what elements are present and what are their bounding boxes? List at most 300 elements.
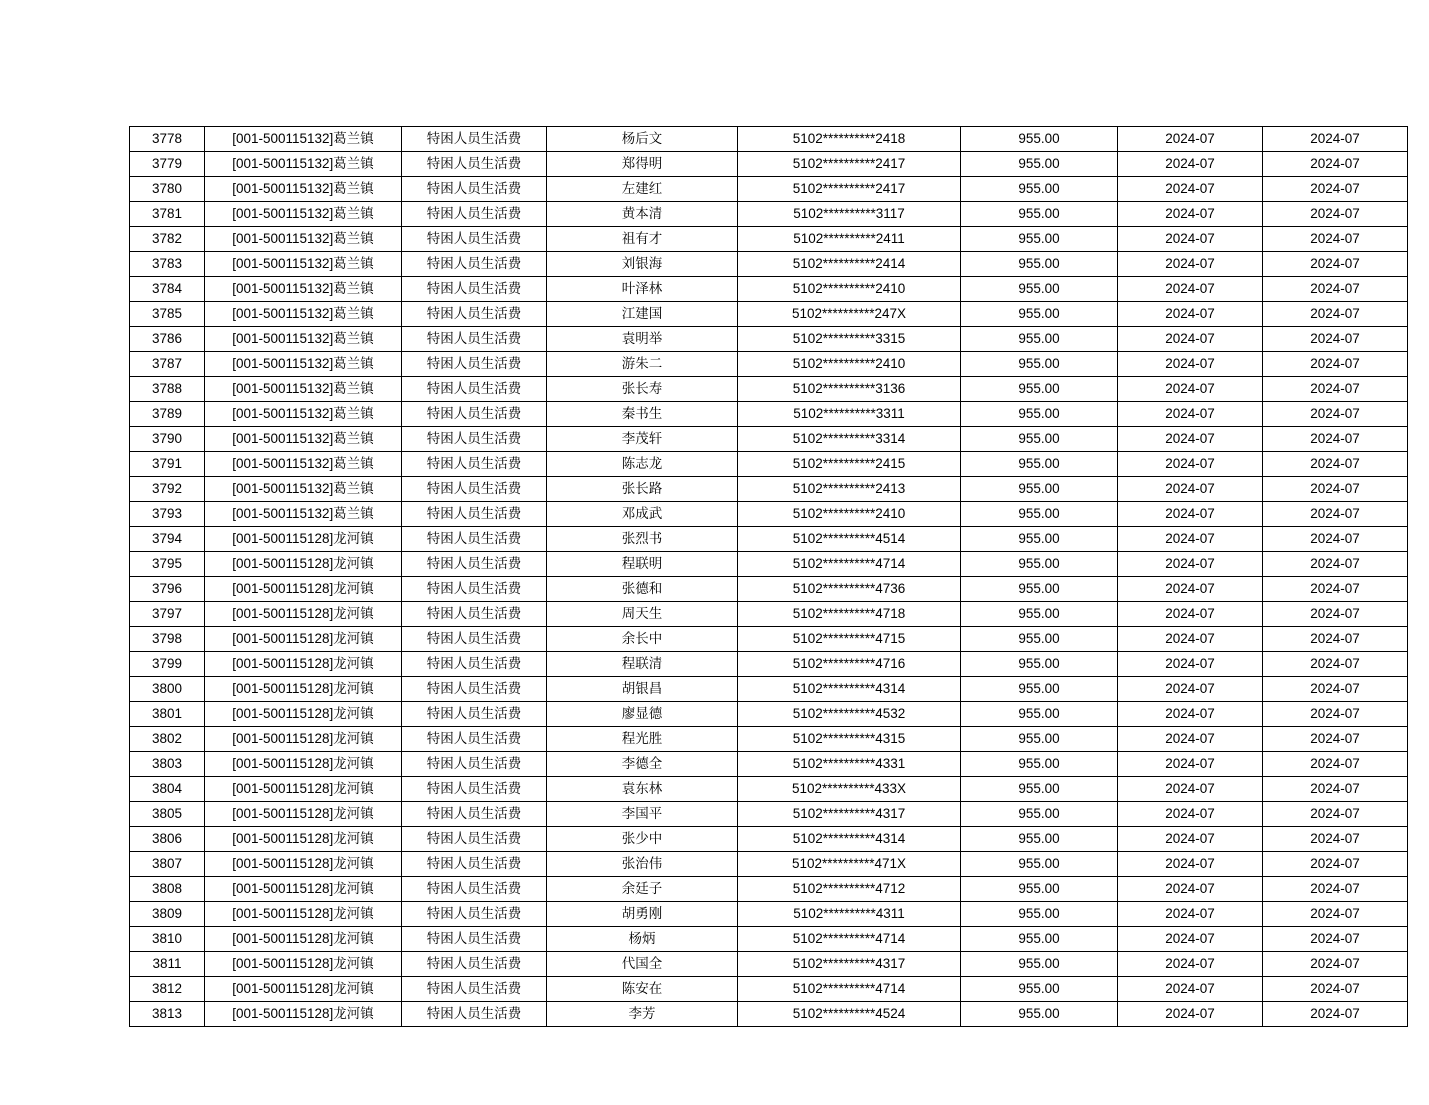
table-row [130, 352, 1408, 377]
cell-id-number: 5102**********4317 [738, 802, 961, 827]
table-row [130, 702, 1408, 727]
cell-amount: 955.00 [961, 177, 1118, 202]
cell-amount: 955.00 [961, 277, 1118, 302]
cell-sequence: 3807 [130, 852, 205, 877]
cell-item: 特困人员生活费 [402, 302, 547, 327]
cell-month: 2024-07 [1118, 602, 1263, 627]
table-row [130, 627, 1408, 652]
cell-id-number: 5102**********4736 [738, 577, 961, 602]
cell-sequence: 3799 [130, 652, 205, 677]
table-row [130, 752, 1408, 777]
cell-town: [001-500115128]龙河镇 [205, 802, 402, 827]
cell-id-number: 5102**********4514 [738, 527, 961, 552]
cell-pay-date: 2024-07 [1263, 152, 1408, 177]
cell-id-number: 5102**********4718 [738, 602, 961, 627]
cell-town: [001-500115128]龙河镇 [205, 627, 402, 652]
cell-town: [001-500115132]葛兰镇 [205, 177, 402, 202]
cell-id-number: 5102**********4311 [738, 902, 961, 927]
cell-name: 周天生 [547, 602, 738, 627]
table-row [130, 252, 1408, 277]
cell-amount: 955.00 [961, 827, 1118, 852]
cell-name: 邓成武 [547, 502, 738, 527]
cell-amount: 955.00 [961, 602, 1118, 627]
table-row [130, 277, 1408, 302]
table-row [130, 127, 1408, 152]
cell-month: 2024-07 [1118, 427, 1263, 452]
cell-amount: 955.00 [961, 352, 1118, 377]
cell-pay-date: 2024-07 [1263, 227, 1408, 252]
cell-town: [001-500115132]葛兰镇 [205, 427, 402, 452]
cell-amount: 955.00 [961, 302, 1118, 327]
cell-name: 陈安在 [547, 977, 738, 1002]
cell-pay-date: 2024-07 [1263, 427, 1408, 452]
cell-name: 杨炳 [547, 927, 738, 952]
cell-month: 2024-07 [1118, 152, 1263, 177]
table-row [130, 652, 1408, 677]
cell-item: 特困人员生活费 [402, 852, 547, 877]
cell-sequence: 3805 [130, 802, 205, 827]
cell-id-number: 5102**********4331 [738, 752, 961, 777]
cell-item: 特困人员生活费 [402, 977, 547, 1002]
cell-id-number: 5102**********4716 [738, 652, 961, 677]
cell-item: 特困人员生活费 [402, 802, 547, 827]
cell-sequence: 3789 [130, 402, 205, 427]
cell-name: 程联明 [547, 552, 738, 577]
cell-id-number: 5102**********4532 [738, 702, 961, 727]
cell-id-number: 5102**********3117 [738, 202, 961, 227]
cell-pay-date: 2024-07 [1263, 877, 1408, 902]
cell-id-number: 5102**********3314 [738, 427, 961, 452]
cell-name: 李国平 [547, 802, 738, 827]
cell-item: 特困人员生活费 [402, 752, 547, 777]
beneficiary-table [129, 126, 1408, 1027]
cell-name: 张烈书 [547, 527, 738, 552]
cell-sequence: 3796 [130, 577, 205, 602]
cell-name: 李茂轩 [547, 427, 738, 452]
cell-amount: 955.00 [961, 427, 1118, 452]
cell-pay-date: 2024-07 [1263, 577, 1408, 602]
cell-name: 张德和 [547, 577, 738, 602]
cell-pay-date: 2024-07 [1263, 977, 1408, 1002]
cell-town: [001-500115128]龙河镇 [205, 752, 402, 777]
table-row [130, 677, 1408, 702]
cell-month: 2024-07 [1118, 702, 1263, 727]
cell-amount: 955.00 [961, 202, 1118, 227]
cell-pay-date: 2024-07 [1263, 777, 1408, 802]
cell-id-number: 5102**********2417 [738, 177, 961, 202]
cell-amount: 955.00 [961, 252, 1118, 277]
cell-id-number: 5102**********2414 [738, 252, 961, 277]
cell-pay-date: 2024-07 [1263, 702, 1408, 727]
cell-id-number: 5102**********2410 [738, 277, 961, 302]
table-container [129, 126, 1360, 1027]
cell-name: 张长寿 [547, 377, 738, 402]
cell-town: [001-500115128]龙河镇 [205, 602, 402, 627]
cell-id-number: 5102**********2418 [738, 127, 961, 152]
table-row [130, 402, 1408, 427]
cell-town: [001-500115132]葛兰镇 [205, 502, 402, 527]
cell-sequence: 3793 [130, 502, 205, 527]
cell-month: 2024-07 [1118, 977, 1263, 1002]
cell-month: 2024-07 [1118, 252, 1263, 277]
cell-amount: 955.00 [961, 652, 1118, 677]
cell-item: 特困人员生活费 [402, 927, 547, 952]
cell-month: 2024-07 [1118, 402, 1263, 427]
cell-amount: 955.00 [961, 152, 1118, 177]
cell-month: 2024-07 [1118, 352, 1263, 377]
cell-id-number: 5102**********2417 [738, 152, 961, 177]
cell-pay-date: 2024-07 [1263, 452, 1408, 477]
cell-month: 2024-07 [1118, 777, 1263, 802]
cell-amount: 955.00 [961, 477, 1118, 502]
cell-item: 特困人员生活费 [402, 427, 547, 452]
cell-name: 程光胜 [547, 727, 738, 752]
cell-item: 特困人员生活费 [402, 452, 547, 477]
cell-name: 余长中 [547, 627, 738, 652]
cell-item: 特困人员生活费 [402, 1002, 547, 1027]
cell-amount: 955.00 [961, 627, 1118, 652]
cell-month: 2024-07 [1118, 477, 1263, 502]
cell-month: 2024-07 [1118, 177, 1263, 202]
cell-amount: 955.00 [961, 552, 1118, 577]
table-row [130, 977, 1408, 1002]
cell-item: 特困人员生活费 [402, 702, 547, 727]
cell-name: 江建国 [547, 302, 738, 327]
cell-sequence: 3787 [130, 352, 205, 377]
cell-town: [001-500115128]龙河镇 [205, 952, 402, 977]
table-row [130, 327, 1408, 352]
table-row [130, 502, 1408, 527]
cell-town: [001-500115128]龙河镇 [205, 827, 402, 852]
cell-pay-date: 2024-07 [1263, 677, 1408, 702]
cell-name: 李德全 [547, 752, 738, 777]
cell-pay-date: 2024-07 [1263, 277, 1408, 302]
cell-id-number: 5102**********433X [738, 777, 961, 802]
cell-month: 2024-07 [1118, 552, 1263, 577]
cell-town: [001-500115132]葛兰镇 [205, 402, 402, 427]
table-row [130, 227, 1408, 252]
cell-sequence: 3781 [130, 202, 205, 227]
cell-name: 左建红 [547, 177, 738, 202]
cell-name: 郑得明 [547, 152, 738, 177]
cell-pay-date: 2024-07 [1263, 727, 1408, 752]
cell-id-number: 5102**********471X [738, 852, 961, 877]
cell-name: 代国全 [547, 952, 738, 977]
cell-amount: 955.00 [961, 677, 1118, 702]
cell-amount: 955.00 [961, 452, 1118, 477]
cell-item: 特困人员生活费 [402, 502, 547, 527]
cell-pay-date: 2024-07 [1263, 552, 1408, 577]
cell-amount: 955.00 [961, 727, 1118, 752]
cell-town: [001-500115128]龙河镇 [205, 777, 402, 802]
cell-amount: 955.00 [961, 877, 1118, 902]
cell-month: 2024-07 [1118, 752, 1263, 777]
cell-town: [001-500115132]葛兰镇 [205, 252, 402, 277]
cell-month: 2024-07 [1118, 502, 1263, 527]
cell-id-number: 5102**********4317 [738, 952, 961, 977]
cell-name: 秦书生 [547, 402, 738, 427]
table-row [130, 952, 1408, 977]
cell-month: 2024-07 [1118, 127, 1263, 152]
cell-id-number: 5102**********4714 [738, 927, 961, 952]
cell-id-number: 5102**********4314 [738, 827, 961, 852]
table-row [130, 302, 1408, 327]
cell-id-number: 5102**********2413 [738, 477, 961, 502]
cell-item: 特困人员生活费 [402, 677, 547, 702]
cell-town: [001-500115132]葛兰镇 [205, 227, 402, 252]
cell-id-number: 5102**********4714 [738, 552, 961, 577]
cell-item: 特困人员生活费 [402, 377, 547, 402]
cell-id-number: 5102**********2411 [738, 227, 961, 252]
cell-month: 2024-07 [1118, 652, 1263, 677]
cell-pay-date: 2024-07 [1263, 927, 1408, 952]
cell-item: 特困人员生活费 [402, 877, 547, 902]
cell-town: [001-500115132]葛兰镇 [205, 152, 402, 177]
cell-pay-date: 2024-07 [1263, 602, 1408, 627]
cell-name: 廖显德 [547, 702, 738, 727]
cell-id-number: 5102**********4715 [738, 627, 961, 652]
table-row [130, 602, 1408, 627]
cell-pay-date: 2024-07 [1263, 177, 1408, 202]
cell-id-number: 5102**********2410 [738, 352, 961, 377]
cell-amount: 955.00 [961, 1002, 1118, 1027]
cell-pay-date: 2024-07 [1263, 752, 1408, 777]
cell-id-number: 5102**********4314 [738, 677, 961, 702]
cell-town: [001-500115132]葛兰镇 [205, 202, 402, 227]
cell-pay-date: 2024-07 [1263, 327, 1408, 352]
cell-item: 特困人员生活费 [402, 577, 547, 602]
cell-month: 2024-07 [1118, 627, 1263, 652]
cell-town: [001-500115132]葛兰镇 [205, 377, 402, 402]
cell-name: 陈志龙 [547, 452, 738, 477]
table-row [130, 552, 1408, 577]
cell-name: 张治伟 [547, 852, 738, 877]
cell-amount: 955.00 [961, 577, 1118, 602]
cell-item: 特困人员生活费 [402, 827, 547, 852]
cell-sequence: 3784 [130, 277, 205, 302]
cell-item: 特困人员生活费 [402, 602, 547, 627]
cell-town: [001-500115132]葛兰镇 [205, 127, 402, 152]
cell-sequence: 3808 [130, 877, 205, 902]
cell-sequence: 3813 [130, 1002, 205, 1027]
table-row [130, 727, 1408, 752]
cell-sequence: 3806 [130, 827, 205, 852]
cell-pay-date: 2024-07 [1263, 302, 1408, 327]
cell-amount: 955.00 [961, 527, 1118, 552]
cell-amount: 955.00 [961, 952, 1118, 977]
table-row [130, 427, 1408, 452]
cell-sequence: 3785 [130, 302, 205, 327]
table-row [130, 852, 1408, 877]
cell-town: [001-500115128]龙河镇 [205, 652, 402, 677]
cell-item: 特困人员生活费 [402, 552, 547, 577]
cell-item: 特困人员生活费 [402, 402, 547, 427]
table-row [130, 827, 1408, 852]
cell-amount: 955.00 [961, 802, 1118, 827]
cell-month: 2024-07 [1118, 952, 1263, 977]
cell-name: 胡勇刚 [547, 902, 738, 927]
table-row [130, 1002, 1408, 1027]
cell-pay-date: 2024-07 [1263, 352, 1408, 377]
cell-town: [001-500115132]葛兰镇 [205, 477, 402, 502]
table-row [130, 477, 1408, 502]
cell-id-number: 5102**********247X [738, 302, 961, 327]
cell-sequence: 3778 [130, 127, 205, 152]
cell-sequence: 3811 [130, 952, 205, 977]
cell-item: 特困人员生活费 [402, 727, 547, 752]
cell-pay-date: 2024-07 [1263, 827, 1408, 852]
cell-town: [001-500115128]龙河镇 [205, 702, 402, 727]
table-row [130, 377, 1408, 402]
cell-amount: 955.00 [961, 852, 1118, 877]
cell-sequence: 3809 [130, 902, 205, 927]
cell-name: 胡银昌 [547, 677, 738, 702]
cell-amount: 955.00 [961, 402, 1118, 427]
cell-name: 程联清 [547, 652, 738, 677]
table-row [130, 777, 1408, 802]
cell-sequence: 3786 [130, 327, 205, 352]
cell-month: 2024-07 [1118, 727, 1263, 752]
cell-name: 李芳 [547, 1002, 738, 1027]
cell-town: [001-500115128]龙河镇 [205, 927, 402, 952]
cell-pay-date: 2024-07 [1263, 952, 1408, 977]
cell-item: 特困人员生活费 [402, 952, 547, 977]
cell-month: 2024-07 [1118, 577, 1263, 602]
table-row [130, 152, 1408, 177]
cell-month: 2024-07 [1118, 902, 1263, 927]
table-row [130, 202, 1408, 227]
cell-id-number: 5102**********3315 [738, 327, 961, 352]
cell-town: [001-500115128]龙河镇 [205, 877, 402, 902]
cell-town: [001-500115128]龙河镇 [205, 852, 402, 877]
cell-sequence: 3812 [130, 977, 205, 1002]
cell-amount: 955.00 [961, 127, 1118, 152]
cell-sequence: 3797 [130, 602, 205, 627]
cell-pay-date: 2024-07 [1263, 377, 1408, 402]
cell-town: [001-500115128]龙河镇 [205, 677, 402, 702]
cell-item: 特困人员生活费 [402, 252, 547, 277]
cell-month: 2024-07 [1118, 827, 1263, 852]
cell-pay-date: 2024-07 [1263, 127, 1408, 152]
cell-town: [001-500115128]龙河镇 [205, 527, 402, 552]
cell-sequence: 3779 [130, 152, 205, 177]
cell-name: 刘银海 [547, 252, 738, 277]
cell-pay-date: 2024-07 [1263, 652, 1408, 677]
cell-month: 2024-07 [1118, 377, 1263, 402]
cell-item: 特困人员生活费 [402, 327, 547, 352]
cell-sequence: 3788 [130, 377, 205, 402]
cell-item: 特困人员生活费 [402, 652, 547, 677]
cell-sequence: 3795 [130, 552, 205, 577]
cell-id-number: 5102**********3136 [738, 377, 961, 402]
cell-pay-date: 2024-07 [1263, 1002, 1408, 1027]
cell-town: [001-500115132]葛兰镇 [205, 302, 402, 327]
cell-item: 特困人员生活费 [402, 352, 547, 377]
cell-name: 张长路 [547, 477, 738, 502]
cell-town: [001-500115132]葛兰镇 [205, 452, 402, 477]
cell-sequence: 3804 [130, 777, 205, 802]
cell-sequence: 3780 [130, 177, 205, 202]
table-row [130, 902, 1408, 927]
cell-month: 2024-07 [1118, 202, 1263, 227]
cell-town: [001-500115128]龙河镇 [205, 977, 402, 1002]
cell-amount: 955.00 [961, 327, 1118, 352]
cell-id-number: 5102**********2410 [738, 502, 961, 527]
cell-amount: 955.00 [961, 902, 1118, 927]
cell-id-number: 5102**********3311 [738, 402, 961, 427]
cell-town: [001-500115128]龙河镇 [205, 577, 402, 602]
cell-pay-date: 2024-07 [1263, 852, 1408, 877]
cell-pay-date: 2024-07 [1263, 902, 1408, 927]
cell-item: 特困人员生活费 [402, 902, 547, 927]
cell-sequence: 3790 [130, 427, 205, 452]
cell-town: [001-500115128]龙河镇 [205, 1002, 402, 1027]
cell-id-number: 5102**********4712 [738, 877, 961, 902]
cell-sequence: 3803 [130, 752, 205, 777]
cell-name: 余廷子 [547, 877, 738, 902]
cell-month: 2024-07 [1118, 302, 1263, 327]
cell-item: 特困人员生活费 [402, 202, 547, 227]
table-row [130, 927, 1408, 952]
cell-month: 2024-07 [1118, 927, 1263, 952]
cell-amount: 955.00 [961, 502, 1118, 527]
cell-name: 杨后文 [547, 127, 738, 152]
cell-amount: 955.00 [961, 752, 1118, 777]
cell-name: 袁东林 [547, 777, 738, 802]
cell-id-number: 5102**********4315 [738, 727, 961, 752]
cell-month: 2024-07 [1118, 527, 1263, 552]
cell-item: 特困人员生活费 [402, 477, 547, 502]
cell-item: 特困人员生活费 [402, 152, 547, 177]
cell-name: 黄本清 [547, 202, 738, 227]
cell-month: 2024-07 [1118, 677, 1263, 702]
cell-pay-date: 2024-07 [1263, 527, 1408, 552]
cell-month: 2024-07 [1118, 852, 1263, 877]
table-row [130, 177, 1408, 202]
cell-sequence: 3791 [130, 452, 205, 477]
cell-id-number: 5102**********2415 [738, 452, 961, 477]
cell-town: [001-500115128]龙河镇 [205, 902, 402, 927]
cell-id-number: 5102**********4714 [738, 977, 961, 1002]
cell-town: [001-500115132]葛兰镇 [205, 277, 402, 302]
cell-item: 特困人员生活费 [402, 177, 547, 202]
cell-month: 2024-07 [1118, 1002, 1263, 1027]
cell-sequence: 3802 [130, 727, 205, 752]
cell-town: [001-500115128]龙河镇 [205, 552, 402, 577]
table-row [130, 527, 1408, 552]
cell-month: 2024-07 [1118, 452, 1263, 477]
cell-month: 2024-07 [1118, 802, 1263, 827]
cell-sequence: 3783 [130, 252, 205, 277]
table-row [130, 577, 1408, 602]
cell-name: 张少中 [547, 827, 738, 852]
cell-pay-date: 2024-07 [1263, 202, 1408, 227]
cell-name: 祖有才 [547, 227, 738, 252]
cell-sequence: 3800 [130, 677, 205, 702]
cell-id-number: 5102**********4524 [738, 1002, 961, 1027]
table-row [130, 877, 1408, 902]
cell-town: [001-500115132]葛兰镇 [205, 327, 402, 352]
cell-amount: 955.00 [961, 702, 1118, 727]
cell-town: [001-500115128]龙河镇 [205, 727, 402, 752]
cell-item: 特困人员生活费 [402, 277, 547, 302]
cell-name: 叶泽林 [547, 277, 738, 302]
cell-sequence: 3794 [130, 527, 205, 552]
cell-sequence: 3792 [130, 477, 205, 502]
cell-sequence: 3798 [130, 627, 205, 652]
cell-amount: 955.00 [961, 927, 1118, 952]
cell-item: 特困人员生活费 [402, 627, 547, 652]
